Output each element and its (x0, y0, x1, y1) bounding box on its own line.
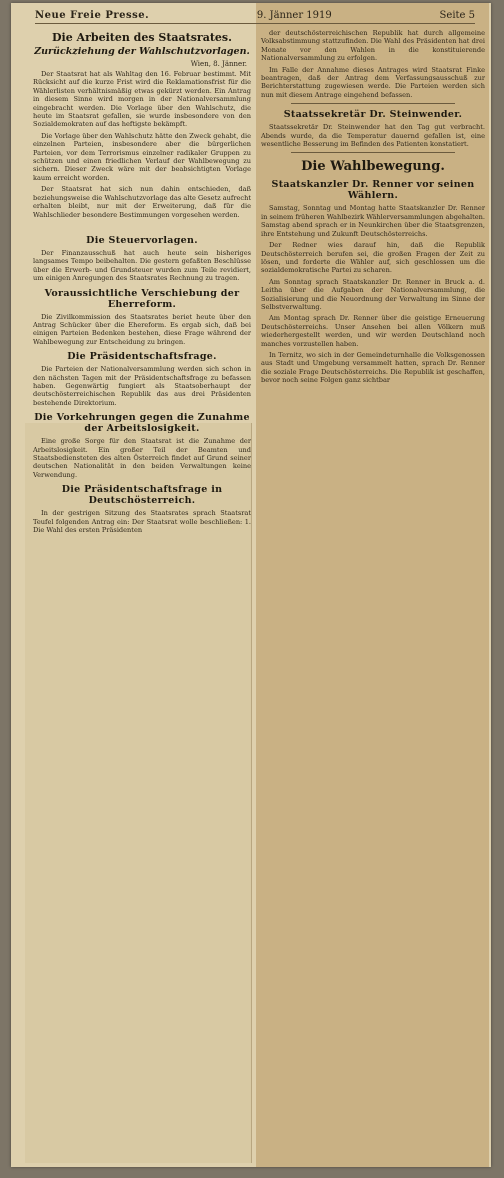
section-heading: Die Präsidentschaftsfrage in Deutschösterreich. (61, 484, 223, 507)
paragraph: In der gestrigen Sitzung des Staatsrates sprach Staatsrat Teufel folgenden Antrag ein: Der Staatsrat wolle beschließen: 1. Die Wahl des ersten Präsidenten (33, 509, 251, 535)
paragraph: der deutschösterreichischen Republik hat durch allgemeine Volksabstimmung stattzufinden. Die Wahl des Präsidenten hat drei Monate vor den Wahlen in die konstituierende Nationalversammlung zu erfolgen. (261, 29, 485, 63)
paragraph: Im Falle der Annahme dieses Antrages wird Staatsrat Finke beantragen, daß der Antrag dem Verfassungsausschuß zur Berichterstattung zugewiesen werde. Die Parteien werden sich nun mit diesem Antrage eingehend befassen. (261, 65, 485, 99)
section-title: Die Wahlbewegung. (301, 159, 445, 175)
section-heading: Die Präsidentschaftsfrage. (67, 351, 217, 363)
paragraph: Der Finanzausschuß hat auch heute sein bisheriges langsames Tempo beibehalten. Die gestern gefaßten Beschlüsse über die Erwerb- und Grundsteuer wurden zum Teile revidiert, um einigen Anregungen des Staatsrates Rechnung zu tragen. (33, 248, 251, 283)
issue-date: 9. Jänner 1919 (256, 9, 332, 21)
paragraph: Staatssekretär Dr. Steinwender hat den Tag gut verbracht. Abends wurde, da die Temperatur dauernd gefallen ist, eine wesentliche Besserung im Befinden des Patienten konstatiert. (261, 123, 485, 149)
right-column (261, 29, 485, 388)
masthead (35, 7, 475, 24)
newspaper-title: Neue Freie Presse. (35, 9, 150, 21)
newspaper-page (11, 3, 491, 1167)
article-subheadline: Zurückziehung der Wahlschutzvorlagen. (34, 46, 250, 57)
divider (291, 152, 455, 153)
paragraph: Am Sonntag sprach Staatskanzler Dr. Renner in Bruck a. d. Leitha über die Aufgaben der Nationalversammlung, die Sozialisierung und die Neuordnung der Verwaltung im Sinne der Selbstverwaltung. (261, 277, 485, 311)
paragraph: Der Staatsrat hat sich nun dahin entschieden, daß beziehungsweise die Wahlschutzvorlage das alte Gesetz aufrecht erhalten bleibt, nur mit der Erweiterung, daß für die Wahlschlieder besondere Bestimmungen vorgesehen werden. (33, 185, 251, 219)
paragraph: Die Zivilkommission des Staatsrates beriet heute über den Antrag Schücker über die Ehereform. Es ergab sich, daß bei einigen Parteien Bedenken bestehen, diese Frage während der Wahlbewegung zur Entscheidung zu bringen. (33, 312, 251, 346)
article-headline: Die Arbeiten des Staatsrates. (52, 31, 232, 44)
paragraph: Der Staatsrat hat als Wahltag den 16. Februar bestimmt. Mit Rücksicht auf die kurze Frist wird die Reklamationsfrist für die Wählerlisten verhältnismäßig etwas gekürzt werden. Ein Antrag in diesem Sinne wird morgen in der Nationalversammlung eingebracht werden. Die Vorlage über den Wahlschutz, die heute im Staatsrat gefallen, sie wurde insbesondere von den Sozialdemokraten auf das heftigste bekämpft. (33, 70, 251, 129)
paragraph: In Ternitz, wo sich in der Gemeindeturnhalle die Volksgenossen aus Stadt und Umgebung versammelt hatten, sprach Dr. Renner die soziale Frage Deutschösterreichs. Die Republik ist geschaffen, bevor noch seine Folgen ganz sichtbar (261, 350, 485, 385)
section-heading: Staatskanzler Dr. Renner vor seinen Wählern. (271, 179, 475, 202)
paragraph: Der Redner wies darauf hin, daß die Republik Deutschösterreich berufen sei, die großen Fragen der Zeit zu lösen, und forderte die Wähler auf, sich geschlossen um die sozialdemokratische Partei zu scharen. (261, 241, 485, 275)
section-heading: Die Steuervorlagen. (86, 234, 198, 246)
paragraph: Die Vorlage über den Wahlschutz hätte den Zweck gehabt, die einzelnen Parteien, insbesondere aber die bürgerlichen Parteien, vor dem Terrorismus einzelner radikaler Gruppen zu schützen und einen friedlichen Verlauf der Wahlbewegung zu sichern. Dieser Zweck wäre mit der beabsichtigten Vorlage kaum erreicht worden. (33, 131, 251, 182)
divider (291, 103, 455, 104)
dateline: Wien, 8. Jänner. (190, 60, 247, 68)
left-column (33, 29, 251, 537)
section-heading: Voraussichtliche Verschiebung der Eherreform. (44, 287, 240, 310)
page-number: Seite 5 (439, 9, 475, 21)
section-heading: Die Vorkehrungen gegen die Zunahme der Arbeitslosigkeit. (34, 412, 250, 435)
paragraph: Die Parteien der Nationalversammlung werden sich schon in den nächsten Tagen mit der Präsidentschaftsfrage zu befassen haben. Gegenwärtig fungiert als Staatsoberhaupt der deutschösterreichischen Republik das aus drei Präsidenten bestehende Direktorium. (33, 365, 251, 407)
paragraph: Am Montag sprach Dr. Renner über die geistige Erneuerung Deutschösterreichs. Unser Ansehen bei allen Völkern muß wiederhergestellt werden, und wir werden Deutschland noch manches vorzustellen haben. (261, 314, 485, 348)
paragraph: Samstag, Sonntag und Montag hatte Staatskanzler Dr. Renner in seinem früheren Wahlbezirk Wählerversammlungen abgehalten. Samstag abend sprach er in Neunkirchen über die Staatsgrenzen, ihre Entstehung und Zukunft Deutschösterreichs. (261, 204, 485, 238)
paragraph: Eine große Sorge für den Staatsrat ist die Zunahme der Arbeitslosigkeit. Ein großer Teil der Beamten und Staatsbediensteten des alten Österreich findet auf Grund seiner deutschen Nationalität in den beiden Verwaltungen keine Verwendung. (33, 437, 251, 479)
section-heading: Staatssekretär Dr. Steinwender. (283, 109, 463, 121)
